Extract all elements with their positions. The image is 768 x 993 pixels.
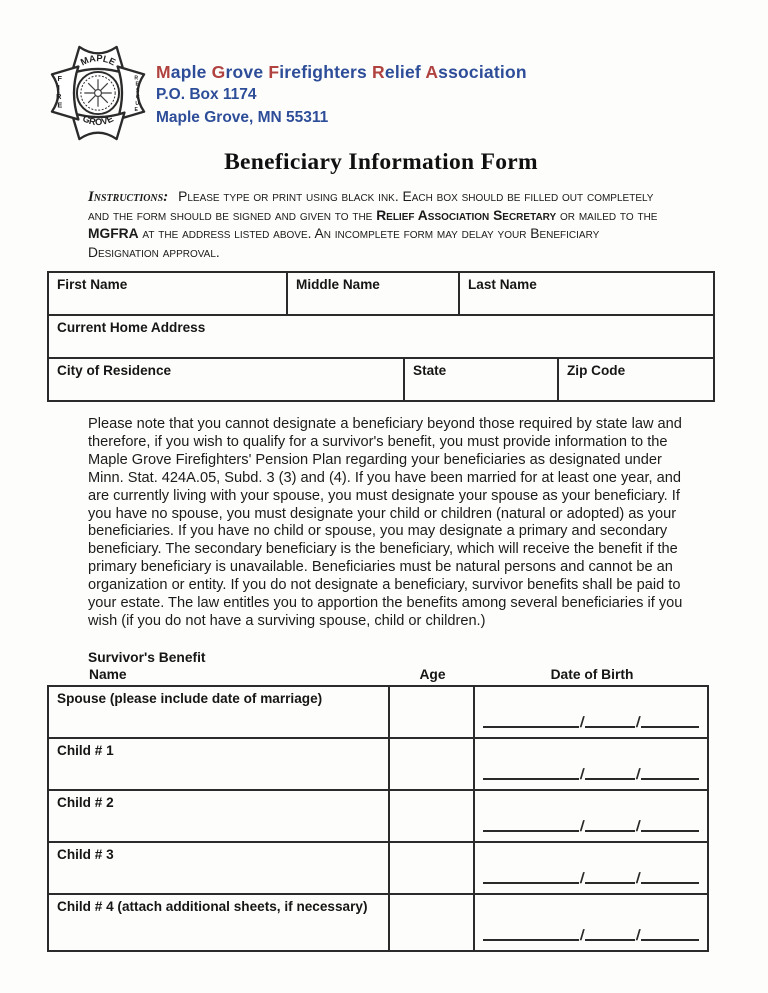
identity-table [47,271,715,402]
logo-text-top: MAPLE [79,53,118,68]
brand-segment: R [372,62,385,82]
date-blank [483,937,579,941]
brand-segment: ssociation [438,62,527,82]
age-cell [390,687,475,737]
brand-segment: irefighters [279,62,373,82]
brand-segment: aple [170,62,212,82]
svg-text:E: E [57,100,63,110]
svg-text:S: S [135,88,140,95]
date-separator: / [578,870,585,887]
table-row-child-1 [49,737,707,789]
date-of-birth-cell [475,687,707,737]
logo-text-bottom: GROVE [81,113,115,128]
age-cell [390,791,475,841]
date-blank [483,776,579,780]
survivor-table [47,685,709,952]
instructions-text-bold: MGFRA [88,226,139,242]
svg-text:E: E [134,107,138,114]
date-blank [585,828,635,832]
association-name [156,62,527,83]
date-separator: / [578,766,585,783]
brand-segment: F [268,62,280,82]
legal-notice-paragraph: Please note that you cannot designate a beneficiary beyond those required by state law and therefore, if you wish to qualify for a survivor's benefit, you must provide information to the Maple Grove Firefighters' Pension Plan regarding your beneficiaries as designated under Minn. Stat. 424A.05, Subd. 3 (3) and (4). If you have been married for at least one year, and are currently living with your spouse, you must designate your spouse as your beneficiary. If you have no spouse, you must designate your child or children (natural or adopted) as your beneficiaries. If you have no child or spouse, you may designate a primary and secondary beneficiary. The secondary beneficiary is the beneficiary, which will receive the benefit if the primary beneficiary is unavailable. Beneficiaries must be natural persons and cannot be an organization or entity. If you do not designate a beneficiary, survivor benefits shall be paid to your estate. The law entitles you to apportion the benefits among several beneficiaries if you wish (if you do not have a surviving spouse, child or children.) [88,416,683,629]
page-title: Beneficiary Information Form [224,149,538,175]
survivors-benefit-heading: Survivor's Benefit [88,650,206,665]
date-separator: / [578,818,585,835]
column-header-age: Age [419,667,446,682]
association-header-text [156,44,527,142]
date-blank [585,880,635,884]
city-field: City of Residence [57,363,172,378]
svg-text:R: R [56,91,62,101]
form-header [48,44,527,142]
instructions-label: Instructions: [88,189,169,205]
instructions-text-bold: Relief Association Secretary [376,207,557,223]
instructions-text: Please type or print using black ink. Each box should be filled out completely and the form should be signed and given to the [88,189,654,223]
row-label: Spouse (please include date of marriage) [49,687,390,737]
first-name-field: First Name [57,277,128,292]
date-blank [641,880,699,884]
age-cell [390,843,475,893]
date-blank [585,724,635,728]
date-blank [483,724,579,728]
zip-code-field: Zip Code [557,359,713,400]
brand-segment: elief [384,62,426,82]
table-row-child-4 [49,893,707,950]
city-state-zip-line: Maple Grove, MN 55311 [156,109,329,126]
table-row-child-3 [49,841,707,893]
instructions-text: or mailed to the [556,207,658,223]
home-address-field: Current Home Address [57,320,206,335]
svg-text:E: E [135,81,139,88]
last-name-field: Last Name [458,273,713,314]
column-header-date-of-birth: Date of Birth [550,667,634,682]
maltese-cross-fire-logo-icon [48,44,148,142]
row-label: Child # 4 (attach additional sheets, if necessary) [49,895,390,950]
date-separator: / [578,927,585,944]
date-blank [641,724,699,728]
date-separator: / [635,818,642,835]
date-of-birth-cell [475,895,707,950]
svg-text:U: U [135,100,140,107]
row-label: Child # 3 [49,843,390,893]
brand-segment: M [156,62,171,82]
date-separator: / [635,927,642,944]
date-separator: / [635,870,642,887]
row-label: Child # 2 [49,791,390,841]
brand-segment: G [211,62,226,82]
column-header-name: Name [89,667,127,682]
table-row [49,273,713,314]
po-box-line: P.O. Box 1174 [156,86,257,103]
row-label: Child # 1 [49,739,390,789]
date-blank [483,880,579,884]
svg-text:F: F [57,74,63,84]
date-of-birth-cell [475,791,707,841]
date-separator: / [578,714,585,731]
date-blank [641,828,699,832]
middle-name-field: Middle Name [286,273,458,314]
instructions-text: at the address listed above. An incomplete form may delay your Beneficiary Designation approval. [88,226,600,260]
brand-segment: rove [225,62,269,82]
date-separator: / [635,714,642,731]
date-blank [483,828,579,832]
svg-text:I: I [57,83,60,93]
date-of-birth-cell [475,739,707,789]
date-blank [641,937,699,941]
table-row [49,314,713,357]
table-row-child-2 [49,789,707,841]
instructions-paragraph [88,188,674,262]
date-blank [585,937,635,941]
svg-text:C: C [135,94,140,101]
table-row [49,357,713,400]
age-cell [390,739,475,789]
scramble-emblem-icon [84,79,111,106]
table-row-spouse [49,687,707,737]
state-field: State [403,359,557,400]
date-blank [641,776,699,780]
svg-text:R: R [134,75,139,82]
brand-segment: A [425,62,439,82]
date-blank [585,776,635,780]
date-separator: / [635,766,642,783]
survivor-column-headers [47,667,709,682]
age-cell [390,895,475,950]
date-of-birth-cell [475,843,707,893]
